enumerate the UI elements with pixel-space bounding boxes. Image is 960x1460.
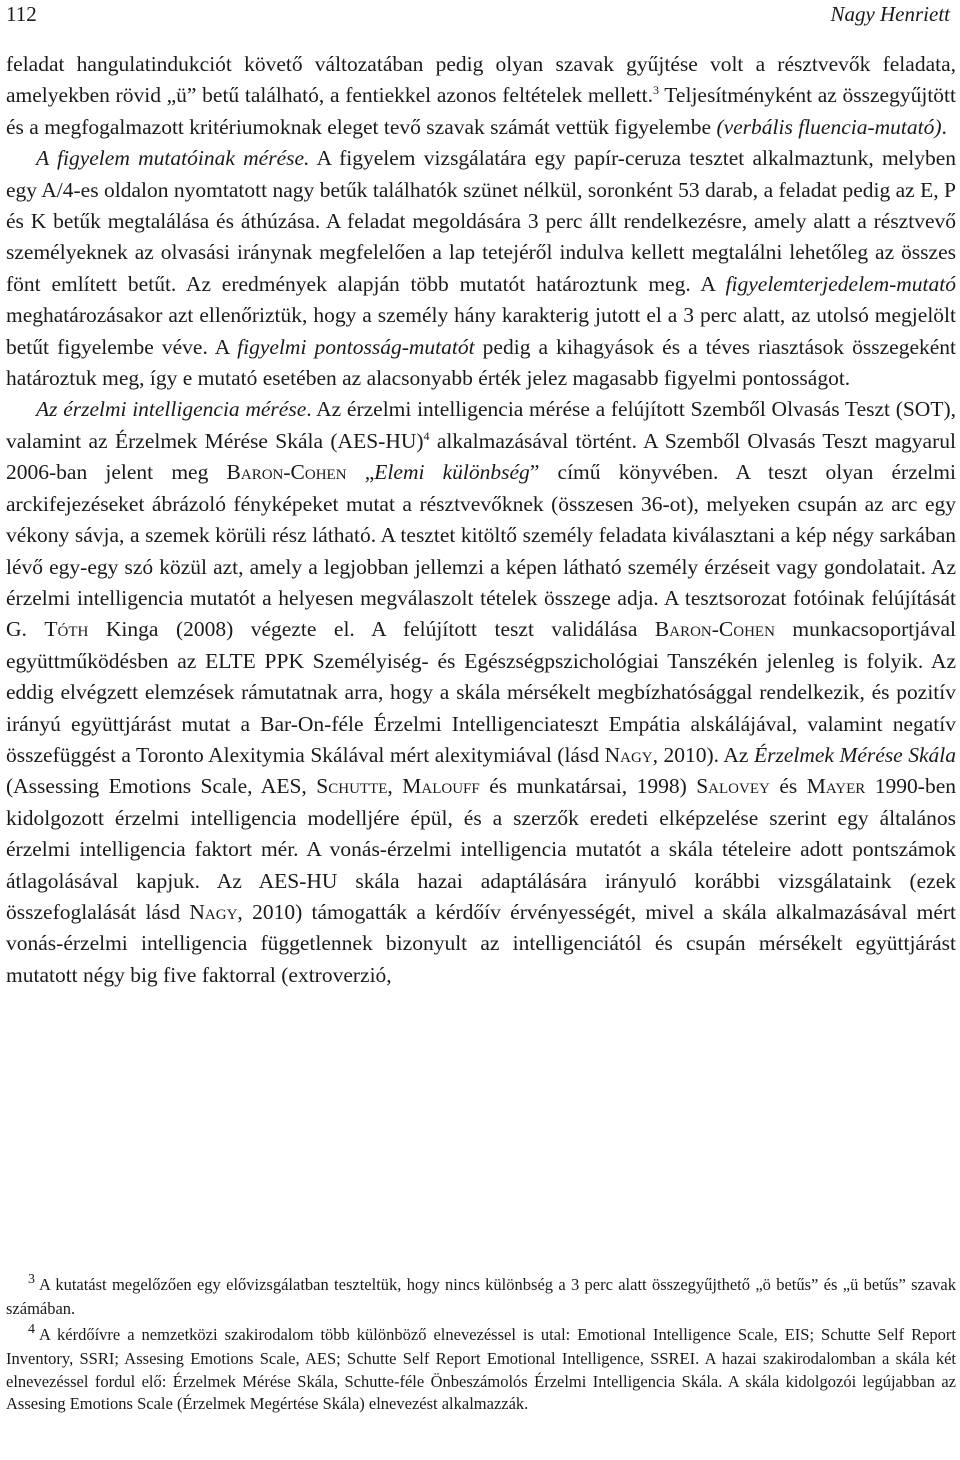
- text-run: ” című könyvében. A teszt olyan érzelmi arckifejezéseket ábrázoló fényképeket mutat a résztvevőknek (összesen 36-ot), melyeken csupán az arc egy vékony sávja, a szemek körüli rész látható. A tesztet kitöltő személy feladata kiválasztani a kép négy sarkában lévő egy-egy szó közül azt, amely a legjobban jellemzi a képen látható személy érzéseit vagy gondolatait. Az érzelmi intelligencia mutatót a helyesen megválaszolt tételek összege adja. A tesztsorozat fotóinak felújítását G.: [6, 460, 956, 642]
- author-name: Baron-Cohen: [226, 460, 347, 485]
- text-run: „: [346, 460, 375, 485]
- text-run: , 2010). Az: [652, 742, 754, 767]
- text-run: pedig a kihagyások és a téves riasztások összegeként határoztuk meg, így e mutató esetében az alacsonyabb érték jelez magasabb figyelmi pontosságot.: [6, 334, 957, 391]
- text-run: Kinga (2008) végezte el. A felújított teszt validálása: [88, 617, 655, 642]
- text-run: és munkatársai, 1998): [479, 774, 697, 799]
- text-run: ,: [387, 774, 403, 799]
- text-run: .: [941, 114, 947, 139]
- author-name: Nagy: [189, 899, 238, 924]
- footnote-text: A kérdőívre a nemzetközi szakirodalom több különböző elnevezéssel is utal: Emotional Intelligence Scale, EIS; Schutte Self Report Inventory, SSRI; Assesing Emotions Scale, AES; Schutte Self Report Emotional Intelligence, SSREI. A hazai szakirodalomban a skála két elnevezéssel fordul elő: Érzelmek Mérése Skála, Schutte-féle Önbeszámolós Érzelmi Intelligencia Skála. A skála kidolgozói legújabban az Assesing Emotions Scale (Érzelmek Megértése Skála) elnevezést alkalmazzák.: [6, 1324, 956, 1414]
- section-heading-emotional-intelligence: Az érzelmi intelligencia mérése: [36, 397, 307, 422]
- paragraph-attention: [6, 143, 956, 394]
- footnote-3: [6, 1274, 956, 1321]
- italic-term: figyelmi pontosság-mutatót: [237, 334, 475, 359]
- running-title: Nagy Henriett: [830, 2, 950, 26]
- author-name: Mayer: [806, 774, 866, 799]
- section-heading-attention: A figyelem mutatóinak mérése.: [36, 146, 310, 171]
- footnote-number: 4: [28, 1321, 35, 1337]
- text-run: alkalmazásával történt. A Szemből Olvasás Teszt magyarul 2006-ban jelent meg: [6, 428, 956, 485]
- footnote-number: 3: [28, 1272, 35, 1287]
- main-text: [6, 49, 956, 991]
- text-run: . Az érzelmi intelligencia mérése a felújított Szemből Olvasás Teszt (SOT), valamint az Érzelmek Mérése Skála (AES-HU): [6, 397, 957, 453]
- author-name: Baron-Cohen: [654, 617, 775, 642]
- text-run: munkacsoportjával együttműködésben az ELTE PPK Személyiség- és Egészségpszichológiai Tanszékén jelenleg is folyik. Az eddig elvégzett elemzések rámutatnak arra, hogy a skála mérsékelt megbízhatósággal rendelkezik, és pozitív irányú együttjárást mutat a Bar-On-féle Érzelmi Intelligenciateszt Empátia alskálájával, valamint negatív összefüggést a Toronto Alexitymia Skálával mért alexitymiával (lásd: [6, 617, 957, 767]
- paragraph-verbal-fluency: [6, 49, 956, 143]
- text-run: Teljesítményként az összegyűjtött és a megfogalmazott kritériumoknak eleget tevő szavak számát vettük figyelembe: [6, 83, 956, 139]
- text-run: , 2010) támogatták a kérdőív érvényességét, mivel a skála alkalmazásával mért vonás-érzelmi intelligencia függetlennek bizonyult az intelligenciától és csupán mérsékelt együttjárást mutatott négy big five faktorral (extroverzió,: [6, 899, 956, 987]
- footnote-ref-4[interactable]: 4: [423, 428, 430, 443]
- author-name: Schutte: [316, 774, 388, 799]
- paragraph-emotional-intelligence: [6, 394, 956, 991]
- italic-book-title: Elemi különbség: [374, 460, 530, 485]
- page-number: 112: [6, 2, 37, 26]
- italic-scale-name: Érzelmek Mérése Skála: [753, 742, 956, 767]
- text-run: meghatározásakor azt ellenőriztük, hogy a személy hány karakterig jutott el a 3 perc alatt, az utolsó megjelölt betűt figyelembe véve. A: [6, 303, 956, 359]
- footnote-4: [6, 1321, 956, 1416]
- author-name: Malouff: [402, 774, 480, 799]
- italic-term: (verbális fluencia-mutató): [716, 114, 942, 139]
- text-run: feladat hangulatindukciót követő változatában pedig olyan szavak gyűjtése volt a résztvevők feladata, amelyekben rövid „ü” betű található, a fentiekkel azonos feltételek mellett.: [6, 52, 956, 108]
- text-run: (Assessing Emotions Scale, AES,: [6, 774, 317, 799]
- page-header: [6, 0, 950, 30]
- footnote-ref-3[interactable]: 3: [653, 83, 659, 98]
- text-run: 1990-ben kidolgozott érzelmi intelligencia modelljére épül, és a szerzők eredeti elképzelése szerint egy általános érzelmi intelligencia faktort mér. A vonás-érzelmi intelligencia mutatót a skála tételeire adott pontszámok átlagolásával kapjuk. Az AES-HU skála hazai adaptálására irányuló korábbi vizsgálataink (ezek összefoglalását lásd: [6, 774, 957, 924]
- text-run: A figyelem vizsgálatára egy papír-ceruza tesztet alkalmaztunk, melyben egy A/4-es oldalon nyomtatott nagy betűk találhatók szünet nélkül, soronként 53 darab, a feladat pedig az E, P és K betűk megtalálása és áthúzása. A feladat megoldására 3 perc állt rendelkezésre, amely alatt a résztvevő személyeknek az olvasási iránynak megfelelően a lap tetejéről indulva kellett megtalálni lehetőleg az összes fönt említett betűt. Az eredmények alapján több mutatót határoztunk meg. A: [6, 146, 956, 296]
- text-run: és: [769, 774, 807, 799]
- author-name: Tóth: [44, 617, 89, 642]
- footnote-text: A kutatást megelőzően egy elővizsgálatban teszteltük, hogy nincs különbség a 3 perc alatt összegyűjthető „ö betűs” és „ü betűs” szavak számában.: [6, 1275, 956, 1319]
- italic-term: figyelemterjedelem-mutató: [725, 271, 956, 296]
- footnotes: [6, 1274, 956, 1418]
- author-name: Salovey: [696, 774, 770, 799]
- author-name: Nagy: [604, 742, 653, 767]
